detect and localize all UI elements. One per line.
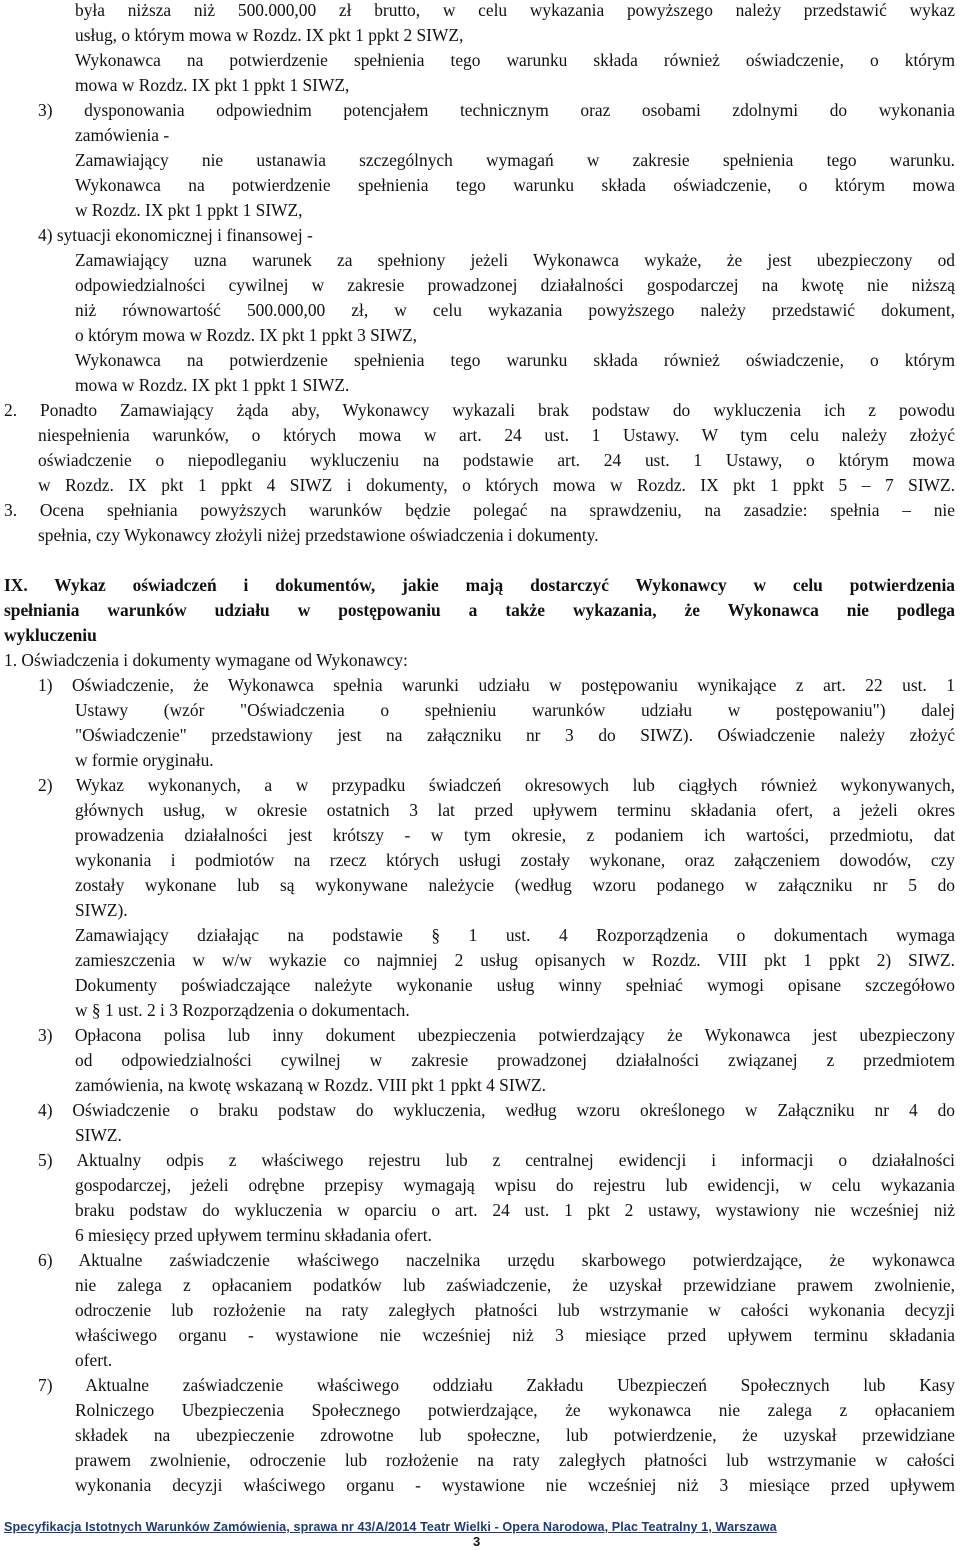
text-line: zostały wykonane lub są wykonywane należycie (według wzoru podanego w załączniku nr 5 do bbox=[75, 875, 955, 895]
section-heading-line: spełniania warunków udziału w postępowaniu a także wykazania, że Wykonawca nie podlega bbox=[4, 600, 955, 620]
text-line: prowadzenia działalności jest krótszy - w tym okresie, z podaniem ich wartości, przedmiotu, dat bbox=[75, 825, 955, 845]
text-line: nie zalega z opłacaniem podatków lub zaświadczenie, że uzyskał przewidziane prawem zwolnienie, bbox=[75, 1275, 955, 1295]
footer-text: Specyfikacja Istotnych Warunków Zamówienia, sprawa nr 43/A/2014 Teatr Wielki - Opera Narodowa, Plac Teatralny 1, Warszawa bbox=[4, 1520, 777, 1534]
text-line: 3) dysponowania odpowiednim potencjałem technicznym oraz osobami zdolnymi do wykonania bbox=[38, 100, 955, 120]
text-line: w Rozdz. IX pkt 1 ppkt 1 SIWZ, bbox=[75, 200, 303, 220]
text-line: 1. Oświadczenia i dokumenty wymagane od Wykonawcy: bbox=[4, 650, 408, 670]
text-line: odpowiedzialności cywilnej w zakresie prowadzonej działalności gospodarczej na kwotę nie niższą bbox=[75, 275, 955, 295]
text-line: oświadczenie o niepodleganiu wykluczeniu na podstawie art. 24 ust. 1 Ustawy, o którym mowa bbox=[38, 450, 955, 470]
text-line: w formie oryginału. bbox=[75, 750, 214, 770]
text-line: Zamawiający nie ustanawia szczególnych wymagań w zakresie spełnienia tego warunku. bbox=[75, 150, 955, 170]
text-line: 2. Ponadto Zamawiający żąda aby, Wykonawcy wykazali brak podstaw do wykluczenia ich z powodu bbox=[4, 400, 955, 420]
text-line: właściwego organu - wystawione nie wcześniej niż 3 miesiące przed upływem terminu składania bbox=[75, 1325, 955, 1345]
text-line: 5) Aktualny odpis z właściwego rejestru lub z centralnej ewidencji i informacji o działalności bbox=[38, 1150, 955, 1170]
text-line: zamówienia - bbox=[75, 125, 170, 145]
text-line: niż równowartość 500.000,00 zł, w celu wykazania powyższego należy przedstawić dokument, bbox=[75, 300, 955, 320]
text-line: składek na ubezpieczenie zdrowotne lub społeczne, lub potwierdzenie, że uzyskał przewidziane bbox=[75, 1425, 955, 1445]
text-line: braku podstaw do wykluczenia w oparciu o art. 24 ust. 1 pkt 2 ustawy, wystawiony nie wcześniej niż bbox=[75, 1200, 955, 1220]
text-line: Ustawy (wzór "Oświadczenia o spełnieniu warunków udziału w postępowaniu") dalej bbox=[75, 700, 955, 720]
text-line: 7) Aktualne zaświadczenie właściwego oddziału Zakładu Ubezpieczeń Społecznych lub Kasy bbox=[38, 1375, 955, 1395]
text-line: Wykonawca na potwierdzenie spełnienia tego warunku składa oświadczenie, o którym mowa bbox=[75, 175, 955, 195]
text-line: 4) sytuacji ekonomicznej i finansowej - bbox=[38, 225, 313, 245]
text-line: 2) Wykaz wykonanych, a w przypadku świadczeń okresowych lub ciągłych również wykonywanych, bbox=[38, 775, 955, 795]
text-line: 3) Opłacona polisa lub inny dokument ubezpieczenia potwierdzający że Wykonawca jest ubezpieczony bbox=[38, 1025, 955, 1045]
text-line: "Oświadczenie" przedstawiony jest na załączniku nr 3 do SIWZ). Oświadczenie należy złożyć bbox=[75, 725, 955, 745]
section-heading-line: IX. Wykaz oświadczeń i dokumentów, jakie mają dostarczyć Wykonawcy w celu potwierdzenia bbox=[4, 575, 955, 595]
text-line: Wykonawca na potwierdzenie spełnienia tego warunku składa również oświadczenie, o którym bbox=[75, 350, 955, 370]
text-line: Zamawiający działając na podstawie § 1 ust. 4 Rozporządzenia o dokumentach wymaga bbox=[75, 925, 955, 945]
text-line: ofert. bbox=[75, 1350, 113, 1370]
text-line: prawem zwolnienie, odroczenie lub rozłożenie na raty zaległych płatności lub wstrzymanie w całości bbox=[75, 1450, 955, 1470]
text-line: Wykonawca na potwierdzenie spełnienia tego warunku składa również oświadczenie, o którym bbox=[75, 50, 955, 70]
text-line: niespełnienia warunków, o których mowa w art. 24 ust. 1 Ustawy. W tym celu należy złożyć bbox=[38, 425, 955, 445]
text-line: Zamawiający uzna warunek za spełniony jeżeli Wykonawca wykaże, że jest ubezpieczony od bbox=[75, 250, 955, 270]
text-line: 6) Aktualne zaświadczenie właściwego naczelnika urzędu skarbowego potwierdzające, że wykonawca bbox=[38, 1250, 955, 1270]
text-line: SIWZ. bbox=[75, 1125, 122, 1145]
text-line: mowa w Rozdz. IX pkt 1 ppkt 1 SIWZ, bbox=[75, 75, 350, 95]
text-line: SIWZ). bbox=[75, 900, 128, 920]
text-line: zamieszczenia w w/w wykazie co najmniej 2 usług opisanych w Rozdz. VIII pkt 1 ppkt 2) SIWZ. bbox=[75, 950, 955, 970]
text-line: zamówienia, na kwotę wskazaną w Rozdz. VIII pkt 1 ppkt 4 SIWZ. bbox=[75, 1075, 547, 1095]
text-line: głównych usług, w okresie ostatnich 3 lat przed upływem terminu składania ofert, a jeżeli okres bbox=[75, 800, 955, 820]
text-line: wykonania decyzji właściwego organu - wystawione nie wcześniej niż 3 miesiące przed upływem bbox=[75, 1475, 955, 1495]
section-heading-line: wykluczeniu bbox=[4, 625, 97, 645]
text-line: wykonania i podmiotów na rzecz których usługi zostały wykonane, oraz załączeniem dowodów, czy bbox=[75, 850, 955, 870]
text-line: mowa w Rozdz. IX pkt 1 ppkt 1 SIWZ. bbox=[75, 375, 350, 395]
text-line: Rolniczego Ubezpieczenia Społecznego potwierdzające, że wykonawca nie zalega z opłacaniem bbox=[75, 1400, 955, 1420]
text-line: w Rozdz. IX pkt 1 ppkt 4 SIWZ i dokumenty, o których mowa w Rozdz. IX pkt 1 ppkt 5 – 7 SIWZ. bbox=[38, 475, 955, 495]
text-line: 3. Ocena spełniania powyższych warunków będzie polegać na sprawdzeniu, na zasadzie: spełnia – nie bbox=[4, 500, 955, 520]
text-line: 4) Oświadczenie o braku podstaw do wykluczenia, według wzoru określonego w Załączniku nr 4 do bbox=[38, 1100, 955, 1120]
text-line: od odpowiedzialności cywilnej w zakresie prowadzonej działalności związanej z przedmiotem bbox=[75, 1050, 955, 1070]
text-line: odroczenie lub rozłożenie na raty zaległych płatności lub wstrzymanie w całości wykonania decyzji bbox=[75, 1300, 955, 1320]
page-number: 3 bbox=[473, 1534, 481, 1549]
text-line: 6 miesięcy przed upływem terminu składania ofert. bbox=[75, 1225, 432, 1245]
text-line: 1) Oświadczenie, że Wykonawca spełnia warunki udziału w postępowaniu wynikające z art. 22 ust. 1 bbox=[38, 675, 955, 695]
text-line: o którym mowa w Rozdz. IX pkt 1 ppkt 3 SIWZ, bbox=[75, 325, 417, 345]
text-line: Dokumenty poświadczające należyte wykonanie usług winny spełniać wymogi opisane szczegółowo bbox=[75, 975, 955, 995]
text-line: usług, o którym mowa w Rozdz. IX pkt 1 ppkt 2 SIWZ, bbox=[75, 25, 464, 45]
text-line: spełnia, czy Wykonawcy złożyli niżej przedstawione oświadczenia i dokumenty. bbox=[38, 525, 599, 545]
text-line: gospodarczej, jeżeli odrębne przepisy wymagają wpisu do rejestru lub ewidencji, w celu wykazania bbox=[75, 1175, 955, 1195]
text-line: była niższa niż 500.000,00 zł brutto, w celu wykazania powyższego należy przedstawić wykaz bbox=[75, 0, 955, 20]
text-line: w § 1 ust. 2 i 3 Rozporządzenia o dokumentach. bbox=[75, 1000, 410, 1020]
